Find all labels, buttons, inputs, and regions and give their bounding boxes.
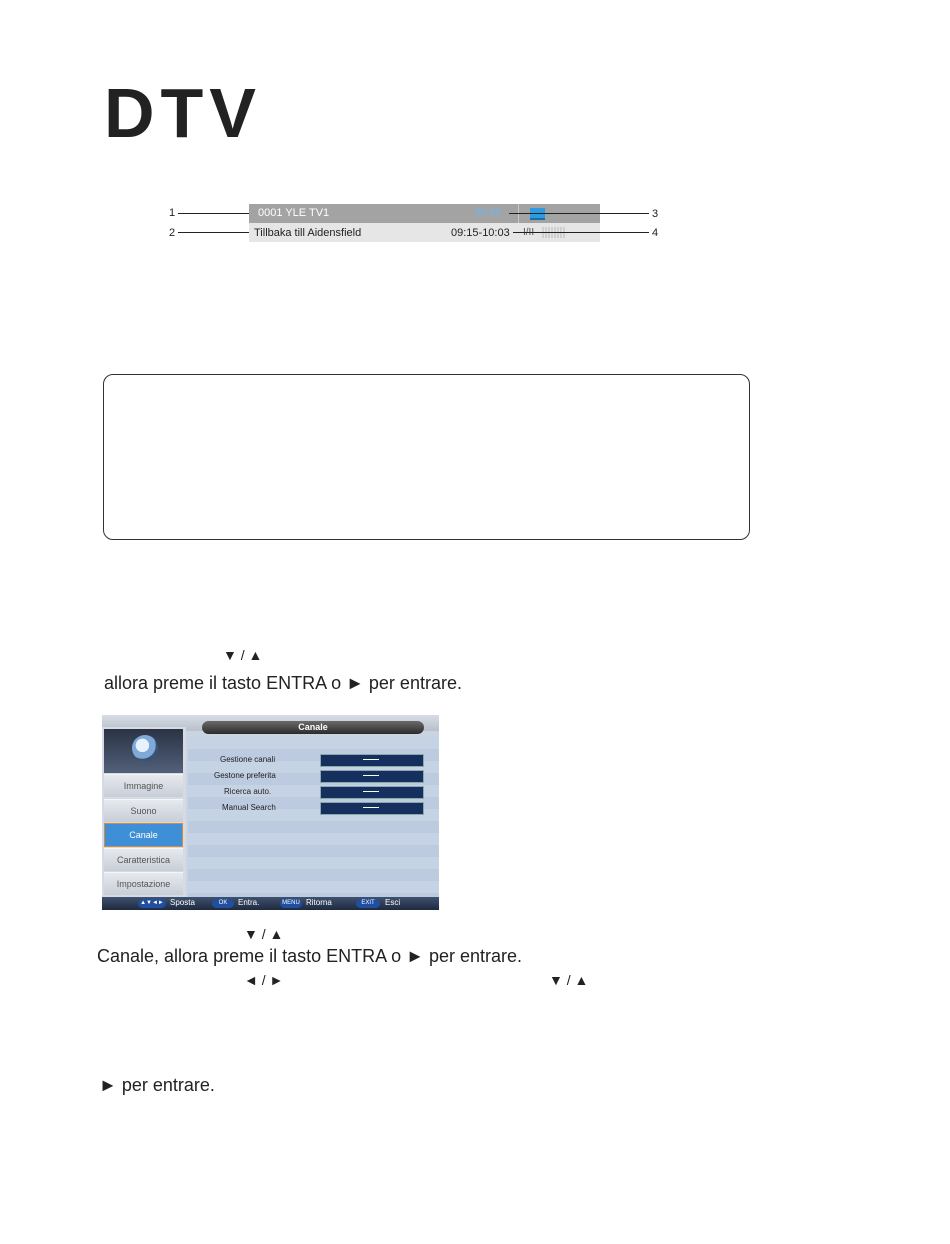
key-arrows: ▲▼◄► [138,899,166,908]
arrow-left-right: ◄ / ► [244,972,284,988]
key-ok-label: Entra. [238,898,260,907]
callout-line-3 [509,213,649,214]
arrow-down-up-3: ▼ / ▲ [549,972,589,988]
channel-menu-screenshot [102,715,439,910]
menu-row-gestione-canali[interactable]: Gestione canali [220,755,276,764]
key-exit: EXIT [356,899,380,908]
key-exit-label: Esci [385,898,401,907]
arrow-down-up-2: ▼ / ▲ [244,926,284,942]
satellite-dish-icon [132,735,158,761]
sidebar-item-suono[interactable]: Suono [104,799,183,822]
instruction-line-2: Canale, allora preme il tasto ENTRA o ► per entrare. [97,946,523,966]
key-menu-label: Ritorna [306,898,332,907]
enter-button-manual-search[interactable] [320,802,424,815]
menu-title: Canale [202,721,424,734]
callout-3: 3 [652,208,659,220]
callout-line-2 [178,232,249,233]
arrow-down-up-1: ▼ / ▲ [223,647,263,663]
page-title: DTV [104,74,262,152]
screen-format-icon [530,208,545,220]
note-box [103,374,750,540]
enter-button-ricerca-auto[interactable] [320,786,424,799]
banner-program: Tillbaka till Aidensfield [254,227,362,239]
banner-channel: 0001 YLE TV1 [258,207,330,219]
callout-4: 4 [652,227,659,239]
sidebar-item-impostazione[interactable]: Impostazione [104,872,183,895]
callout-1: 1 [169,207,176,219]
menu-row-gestone-preferita[interactable]: Gestone preferita [214,771,276,780]
enter-button-gestone-preferita[interactable] [320,770,424,783]
key-menu: MENU [280,899,302,908]
instruction-line-1: allora preme il tasto ENTRA o ► per entrare. [104,673,462,693]
callout-2: 2 [169,227,176,239]
callout-line-1 [178,213,249,214]
enter-button-gestione-canali[interactable] [320,754,424,767]
sidebar-item-caratteristica[interactable]: Caratteristica [104,848,183,871]
menu-row-ricerca-auto[interactable]: Ricerca auto. [224,787,272,796]
menu-row-manual-search[interactable]: Manual Search [222,803,276,812]
key-ok: OK [212,899,234,908]
callout-line-4 [513,232,649,233]
key-arrows-label: Sposta [170,898,195,907]
instruction-line-3: ► per entrare. [99,1075,215,1095]
sidebar-item-immagine[interactable]: Immagine [104,774,183,797]
banner-timespan: 09:15-10:03 [451,227,510,239]
sidebar-item-canale[interactable]: Canale [104,823,183,847]
banner-time: 09:37 [474,207,502,219]
